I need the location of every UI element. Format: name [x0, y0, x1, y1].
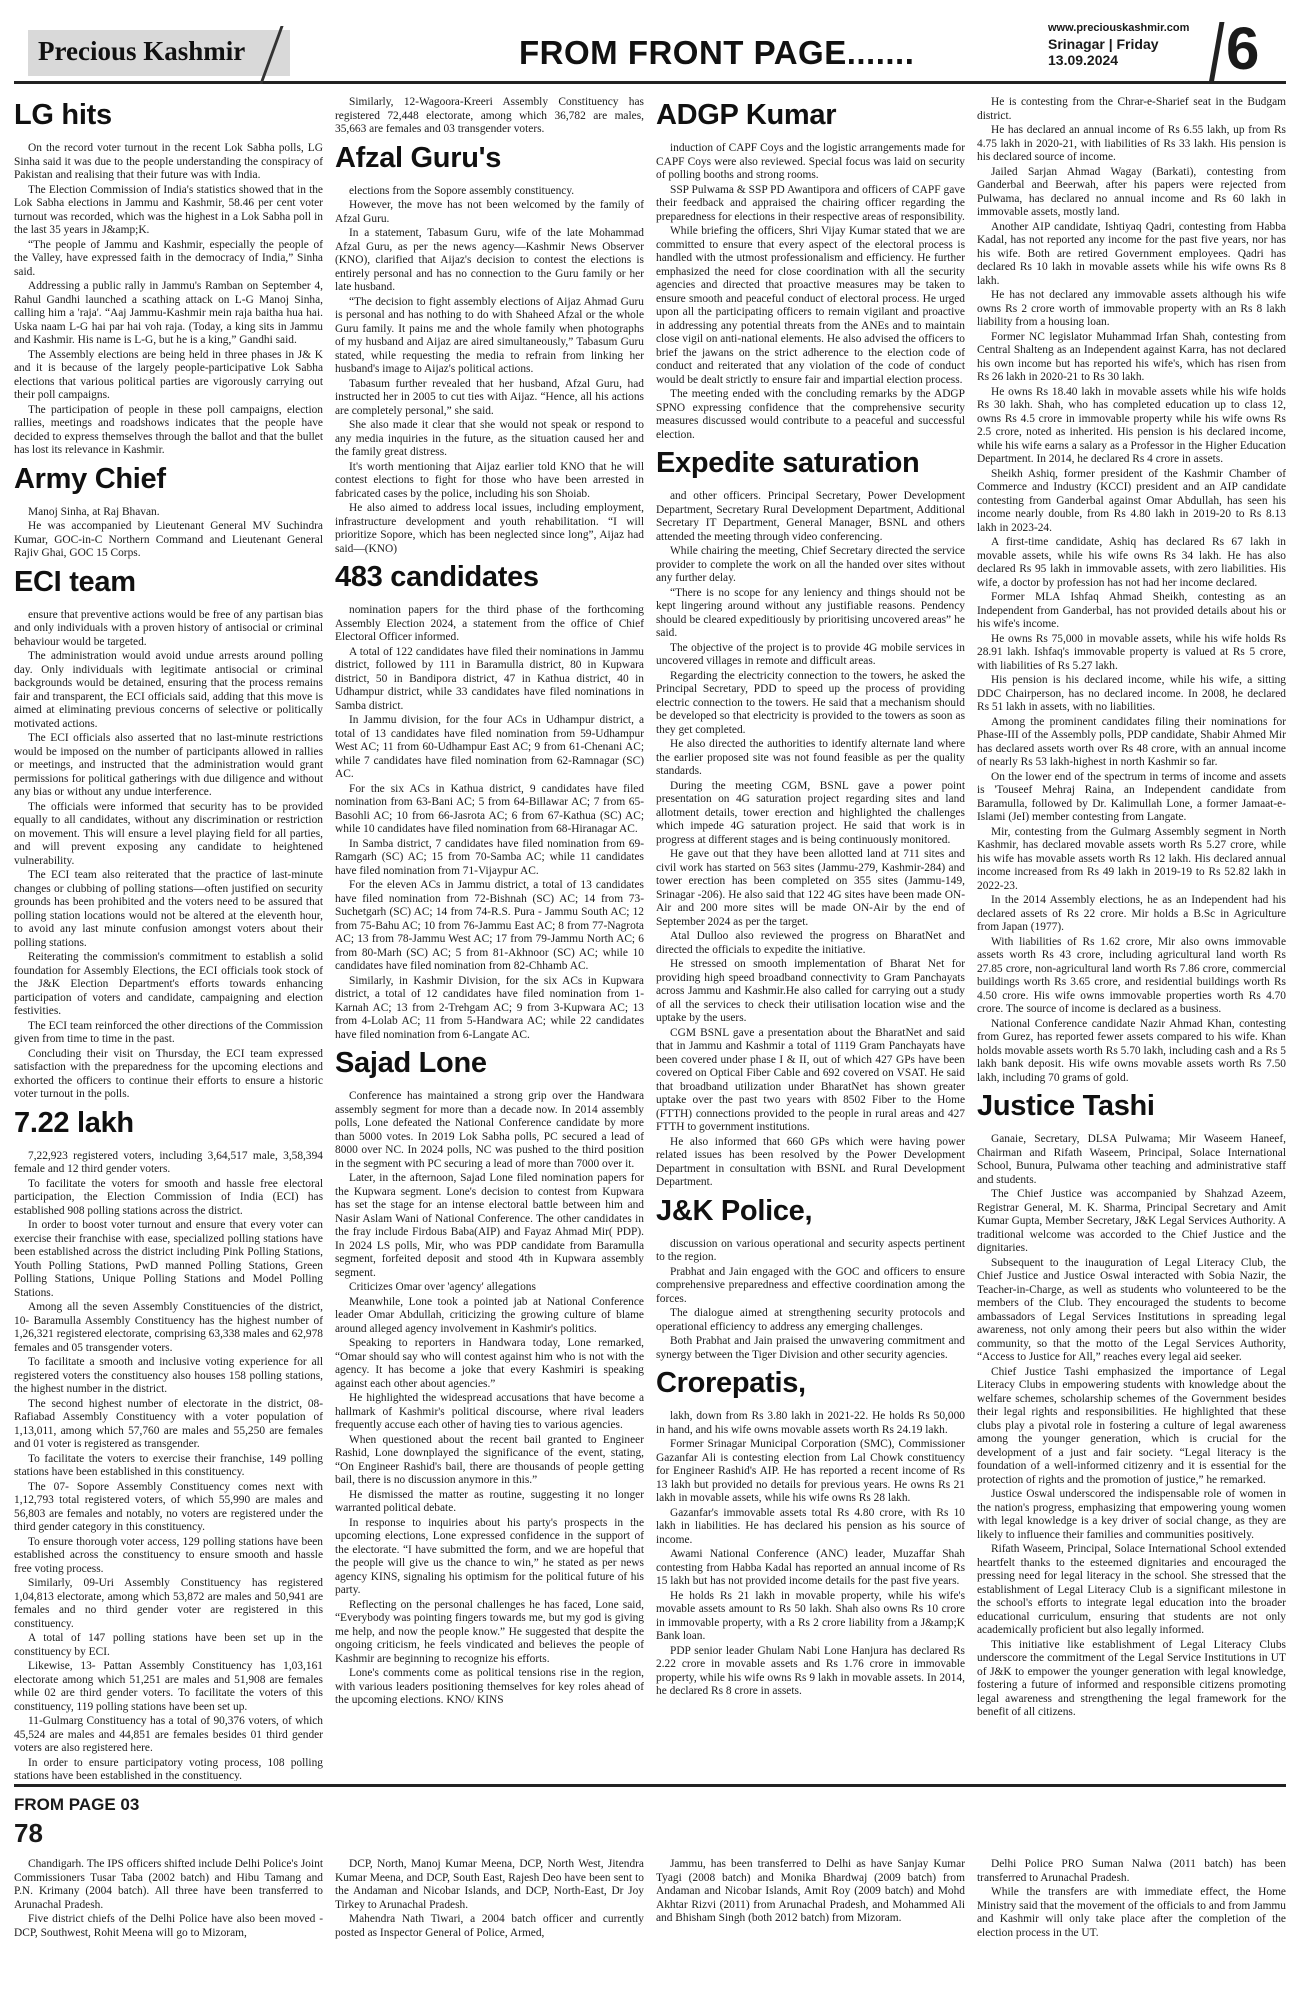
paragraph: When questioned about the recent bail granted to Engineer Rashid, Lone downplayed the significance of the event, stating, “On Engineer Rashid's bail, there are thousands of people getting bail, there is no discussion anymore in this.” [335, 1433, 644, 1486]
paragraph: Speaking to reporters in Handwara today, Lone remarked, “Omar should say who will contest against him who is not with the agency. It has become a joke that every Kashmiri is speaking against each other about agencies.” [335, 1337, 644, 1390]
paragraph: Tabasum further revealed that her husband, Afzal Guru, had instructed her in 2005 to cut ties with Aijaz. “Hence, all his actions are completely personal,” she said. [335, 377, 644, 417]
headline-78: 78 [14, 1818, 43, 1848]
paragraph: Jammu, has been transferred to Delhi as have Sanjay Kumar Tyagi (2008 batch) and Monika Bhardwaj (2009 batch) from Andaman and Nicobar Islands, Amit Roy (2009 batch) and Mohd Akhtar Rizvi (2011) from Arunachal Pradesh, and Mohammed Ali and Bhisham Singh (both 2012 batch) from Mizoram. [656, 1858, 965, 1924]
paragraph: Chief Justice Tashi emphasized the importance of Legal Literacy Clubs in empowering students with knowledge about the welfare schemes, scholarship schemes of the Government besides their legal rights and responsibilities. He highlighted that these clubs play a pivotal role in fostering a culture of legal awareness among the younger generation, which is crucial for the development of a just and fair society. “Legal literacy is the foundation of a well-informed citizenry and it is essential for the protection of rights and the promotion of justice,” he remarked. [977, 1365, 1286, 1486]
article-body [14, 142, 323, 458]
paragraph: Former Srinagar Municipal Corporation (SMC), Commissioner Gazanfar Ali is contesting election from Lal Chowk constituency for Engineer Rashid's AIP. He has reported a recent income of Rs 13 lakh but provided no details for previous years. He owns Rs 21 lakh in movable assets, while his wife owns Rs 28 lakh. [656, 1438, 965, 1504]
paragraph: Former NC legislator Muhammad Irfan Shah, contesting from Central Shalteng as an Independent against Karra, has not declared his own income but has reported his wife's, which has risen from Rs 26 lakh in 2020-21 to Rs 30 lakh. [977, 330, 1286, 383]
article-body [14, 1150, 323, 1782]
paragraph: He owns Rs 75,000 in movable assets, while his wife holds Rs 28.91 lakh. Ishfaq's immovable property is valued at Rs 5 crore, with liabilities of Rs 5.27 lakh. [977, 632, 1286, 672]
paragraph: In Samba district, 7 candidates have filed nomination from 69-Ramgarh (SC) AC; 15 from 70-Samba AC; while 11 candidates have filed nomination from 71-Vijaypur AC. [335, 837, 644, 877]
paragraph: Meanwhile, Lone took a pointed jab at National Conference leader Omar Abdullah, criticizing the growing culture of blame around alleged agency involvement in Kashmir's politics. [335, 1295, 644, 1335]
continued-column-4 [977, 1858, 1286, 1998]
article-body [656, 142, 965, 442]
paragraph: Prabhat and Jain engaged with the GOC and officers to ensure comprehensive preparedness and effective coordination among the forces. [656, 1265, 965, 1305]
site-url: www.preciouskashmir.com [1048, 22, 1190, 34]
paragraph: discussion on various operational and security aspects pertinent to the region. [656, 1237, 965, 1263]
paragraph: elections from the Sopore assembly constituency. [349, 184, 575, 197]
issue-date: 13.09.2024 [1048, 52, 1119, 68]
paragraph: PDP senior leader Ghulam Nabi Lone Hanjura has declared Rs 2.22 crore in movable assets and Rs 1.76 crore in immovable property, while his wife owns Rs 9 lakh in movable assets. In 2014, he declared Rs 8 crore in assets. [656, 1644, 965, 1697]
paragraph: Reiterating the commission's commitment to establish a solid foundation for Assembly Elections, the ECI officials took stock of the J&K Election Department's efforts towards enhancing participation of voters and candidate, campaigning and election festivities. [14, 951, 323, 1017]
paragraph: Jailed Sarjan Ahmad Wagay (Barkati), contesting from Ganderbal and Beerwah, after his papers were rejected from Pulwama, has declared no annual income and Rs 60 lakh in immovable assets, mostly land. [977, 165, 1286, 218]
paragraph: Five district chiefs of the Delhi Police have also been moved - DCP, Southwest, Rohit Meena will go to Mizoram, [14, 1913, 323, 1939]
paragraph: He holds Rs 21 lakh in movable property, while his wife's movable assets amount to Rs 50 lakh. Shah also owns Rs 10 crore in immovable property, with a Rs 2 crore liability from a J&amp;K Bank loan. [656, 1589, 965, 1642]
paragraph: During the meeting CGM, BSNL gave a power point presentation on 4G saturation project regarding sites and land allotment details, tower erection and highlighted the challenges which impede 4G saturation project. He said that work is in progress at different stages and is being continuously monitored. [656, 779, 965, 846]
paragraph: The Assembly elections are being held in three phases in J& K and it is because of the largely people-participative Lok Sabha elections that various political parties are vigorously carrying out their poll campaigns. [14, 348, 323, 401]
paragraph: “The decision to fight assembly elections of Aijaz Ahmad Guru is personal and has nothing to do with Shaheed Afzal or the whole Guru family. It pains me and the whole family when photographs of my husband and Aijaz are aired simultaneously,” Tabasum Guru stated, while requesting the media to refrain from linking her husband's image to Aijaz's political actions. [335, 295, 644, 375]
paragraph: induction of CAPF Coys and the logistic arrangements made for CAPF Coys were also reviewed. Special focus was laid on security of polling booths and strong rooms. [656, 142, 965, 181]
continued-columns [14, 1858, 1286, 1998]
article-body [335, 185, 644, 557]
brand-name: Precious Kashmir [38, 36, 246, 66]
headline-sajad-lone: Sajad Lone [335, 1047, 487, 1079]
paragraph: A total of 122 candidates have filed their nominations in Jammu district, followed by 111 in Baramulla district, 80 in Kupwara district, 50 in Bandipora district, 47 in Kathua district, 40 in Udhampur district, while 33 candidates have filed nominations in Samba district. [335, 645, 644, 712]
paragraph: He is contesting from the Chrar-e-Sharief seat in the Budgam district. [977, 96, 1286, 122]
paragraph: On the record voter turnout in the recent Lok Sabha polls, LG Sinha said it was due to the people understanding the conspiracy of Pakistan and realising that their future was with India. [14, 142, 323, 181]
paragraph: He was accompanied by Lieutenant General MV Suchindra Kumar, GOC-in-C Northern Command and Lieutenant General Rajiv Ghai, GOC 15 Corps. [14, 520, 323, 559]
paragraph: To facilitate the voters to exercise their franchise, 149 polling stations have been established in this constituency. [14, 1452, 323, 1478]
paragraph: To ensure thorough voter access, 129 polling stations have been established across the constituency to ensure smooth and hassle free voting process. [14, 1535, 323, 1575]
continued-column-1 [14, 1858, 323, 1998]
paragraph: The ECI team also reiterated that the practice of last-minute changes or clubbing of polling stations—often justified on security grounds has been prohibited and the voters need to be assured that polling station locations would not be altered at the eleventh hour, to avoid any last minute confusion amongst voters about their polling stations. [14, 869, 323, 949]
paragraph: Similarly, in Kashmir Division, for the six ACs in Kupwara district, a total of 12 candidates have filed nomination from 1-Karnah AC; 13 from 2-Trehgam AC; 9 from 3-Kupwara AC; 13 from 4-Lolab AC; 11 from 5-Handwara AC; while 22 candidates have filed nomination from 6-Langate AC. [335, 974, 644, 1041]
paragraph: Regarding the electricity connection to the towers, he asked the Principal Secretary, PDD to speed up the process of providing electric connection to the towers. He said that a mechanism should be developed so that electricity is provided to the towers as soon as they get completed. [656, 669, 965, 736]
paragraph: While the transfers are with immediate effect, the Home Ministry said that the movement of the officials to and from Jammu and Kashmir will only take place after the completion of the election process in the UT. [977, 1886, 1286, 1939]
article-body [14, 506, 323, 561]
continued-section-label: FROM PAGE 03 [14, 1795, 140, 1814]
paragraph: The participation of people in these poll campaigns, election rallies, meetings and roadshows indicates that the people have decided to express themselves through the ballot and that the bullet has lost its relevance in Kashmir. [14, 403, 323, 456]
paragraph: However, the move has not been welcomed by the family of Afzal Guru. [335, 199, 644, 225]
paragraph: The officials were informed that security has to be provided equally to all candidates, without any discrimination or restriction on movement. This will ensure a level playing field for all parties, and will prevent exposing any candidate to heightened vulnerability. [14, 800, 323, 867]
paragraph: ensure that preventive actions would be free of any partisan bias and only individuals with a proven history of antisocial or criminal behaviour would be targeted. [14, 608, 323, 648]
page-number-divider [1209, 22, 1225, 84]
headline-483-candidates: 483 candidates [335, 561, 539, 593]
paragraph: He owns Rs 18.40 lakh in movable assets while his wife holds Rs 30 lakh. Shah, who has completed education up to class 12, owns Rs 4.5 crore in immovable property while his wife owns Rs 2.5 crore, noted as inherited. His pension is his declared income, while his wife earns a salary as a Professor in the Higher Education Department. In 2014, he declared Rs 4 crore in assets. [977, 385, 1286, 465]
paragraph: Chandigarh. The IPS officers shifted include Delhi Police's Joint Commissioners Tusar Taba (2002 batch) and Hibu Tamang and P.N. Krimany (2004 batch). All three have been transferred to Arunachal Pradesh. [14, 1858, 323, 1911]
paragraph: Rifath Waseem, Principal, Solace International School extended heartfelt thanks to the esteemed dignitaries and encouraged the pressing need for legal literacy in the school. She stressed that the establishment of Legal Literacy Club is a significant milestone in the school's efforts to integrate legal education into the broader educational curriculum, ensuring that students are not only academically proficient but also legally informed. [977, 1543, 1286, 1636]
paragraph: Mir, contesting from the Gulmarg Assembly segment in North Kashmir, has declared movable assets worth Rs 5.27 crore, while his wife has movable assets worth Rs 12 lakh. His declared annual income increased from Rs 49 lakh in 2019-19 to Rs 52.82 lakh in 2022-23. [977, 825, 1286, 892]
paragraph: A total of 147 polling stations have been set up in the constituency by ECI. [14, 1632, 323, 1658]
paragraph: The 07- Sopore Assembly Constituency comes next with 1,12,793 total registered voters, of which 55,990 are males and 56,803 are females and notably, no voters are registered under the third gender category in this constituency. [14, 1480, 323, 1533]
headline-adgp-kumar: ADGP Kumar [656, 99, 837, 131]
paragraph: This initiative like establishment of Legal Literacy Clubs underscore the commitment of the Legal Service Institutions in UT of J&K to empower the younger generation with legal knowledge, fostering a future of informed and responsible citizens promoting legal awareness and strengthening the legal framework for the benefit of all citizens. [977, 1638, 1286, 1718]
paragraph: The second highest number of electorate in the district, 08- Rafiabad Assembly Constituency with a voter population of 1,13,011, among which 57,760 are males and 55,250 are females and 01 voter is registered as transgender. [14, 1397, 323, 1450]
paragraph: Ganaie, Secretary, DLSA Pulwama; Mir Waseem Haneef, Chairman and Rifath Waseem, Principal, Solace International School, Bunura, Pulwama other teaching and administrative staff and students. [977, 1133, 1286, 1186]
dateline [1048, 36, 1159, 68]
article-body [656, 1410, 965, 1699]
article-columns [14, 96, 1286, 1781]
paragraph: A first-time candidate, Ashiq has declared Rs 67 lakh in movable assets, while his wife owns Rs 34 lakh. He has also declared Rs 95 lakh in immovable assets, with zero liabilities. His wife, a doctor by profession has not had her income declared. [977, 536, 1286, 589]
paragraph: The ECI team reinforced the other directions of the Commission given from time to time in the past. [14, 1019, 323, 1045]
masthead [14, 0, 1286, 84]
paragraph: 11-Gulmarg Constituency has a total of 90,376 voters, of which 45,524 are males and 44,851 are females besides 01 third gender voters are also registered here. [14, 1715, 323, 1754]
column-3 [656, 96, 965, 1781]
paragraph: DCP, North, Manoj Kumar Meena, DCP, North West, Jitendra Kumar Meena, and DCP, South East, Rajesh Deo have been sent to the Andaman and Nicobar Islands, and DCP, North-East, Dr Joy Tirkey to Arunachal Pradesh. [335, 1858, 644, 1911]
paragraph: For the six ACs in Kathua district, 9 candidates have filed nomination from 63-Bani AC; 5 from 64-Billawar AC; 7 from 65-Basohli AC; 10 from 66-Jasrota AC; 6 from 67-Kathua (SC) AC; while 10 candidates have filed nomination from 68-Hiranagar AC. [335, 782, 644, 835]
article-body [335, 1090, 644, 1708]
paragraph: and other officers. Principal Secretary, Power Development Department, Secretary Rural Development Department, Additional Secretary IT Department, General Manager, BSNL and others attended the meeting through video conferencing. [656, 490, 965, 543]
headline-army-chief: Army Chief [14, 462, 166, 495]
paragraph: Criticizes Omar over 'agency' allegations [349, 1281, 536, 1293]
paragraph: It's worth mentioning that Aijaz earlier told KNO that he will contest elections to fight for those who have been arrested in fabricated cases by the police, including his son Shoiab. [335, 460, 644, 500]
paragraph: The ECI officials also asserted that no last-minute restrictions would be imposed on the number of participants allowed in rallies or meetings, and instructed that the administration would grant permissions for political gatherings with due diligence and without any bias or without any undue interference. [14, 732, 323, 798]
paragraph: Likewise, 13- Pattan Assembly Constituency has 1,03,161 electorate among which 51,251 are males and 51,908 are females while 02 are third gender voters. To facilitate the voters of this constituency, 119 polling stations have been set up. [14, 1660, 323, 1713]
paragraph: Lone's comments come as political tensions rise in the region, with various leaders positioning themselves for key roles ahead of the upcoming elections. KNO/ KINS [335, 1667, 644, 1706]
paragraph: To facilitate the voters for smooth and hassle free electoral participation, the Election Commission of India (ECI) has established 908 polling stations across the district. [14, 1177, 323, 1217]
headline-lg-hits: LG hits [14, 99, 112, 131]
paragraph: In response to inquiries about his party's prospects in the upcoming elections, Lone expressed confidence in the support of the electorate. “I have submitted the form, and we are hopeful that the people will give us the chance to win,” he stated as per news agency KINS, signaling his optimism for the political future of his party. [335, 1516, 644, 1596]
article-body [656, 1238, 965, 1363]
headline-jk-police: J&K Police, [656, 1194, 813, 1227]
location-day: Srinagar | Friday [1048, 36, 1159, 52]
paragraph: The Chief Justice was accompanied by Shahzad Azeem, Registrar General, M. K. Sharma, Principal Secretary and Amit Kumar Gupta, Member Secretary, J&K Legal Services Authority. A traditional welcome was accorded to the Chief Justice and the dignitaries. [977, 1188, 1286, 1254]
headline-expedite-saturation: Expedite saturation [656, 447, 920, 479]
paragraph: nomination papers for the third phase of the forthcoming Assembly Election 2024, a statement from the office of Chief Electoral Officer informed. [335, 604, 644, 643]
section-divider [14, 1784, 1286, 1787]
article-body [977, 96, 1286, 1085]
paragraph: He stressed on smooth implementation of Bharat Net for providing high speed broadband connectivity to Gram Panchayats across Jammu and Kashmir.He also called for carrying out a study of all the services to check their utilisation location wise and the uptake by the users. [656, 958, 965, 1024]
paragraph: SSP Pulwama & SSP PD Awantipora and officers of CAPF gave their feedback and appraised the chairing officer regarding the preparedness for elections in their respective areas of responsibility. [656, 183, 965, 223]
paragraph: He gave out that they have been allotted land at 711 sites and civil work has started on 563 sites (Jammu-279, Kashmir-284) and tower erection has been completed on 355 sites (Jammu-149, Srinagar -206). He also said that 122 4G sites have been made ON-Air and 200 more sites will be made ON-Air by the end of September 2024 as per the target. [656, 848, 965, 928]
continued-column-2 [335, 1858, 644, 1998]
column-4 [977, 96, 1286, 1781]
paragraph: Another AIP candidate, Ishtiyaq Qadri, contesting from Habba Kadal, has not reported any income for the past five years, nor has his wife. Both are retired Government employees. Qadri has declared Rs 10 lakh in movable assets while his wife owns Rs 8 lakh. [977, 220, 1286, 287]
headline-7-22-lakh: 7.22 lakh [14, 1106, 134, 1139]
paragraph: Later, in the afternoon, Sajad Lone filed nomination papers for the Kupwara segment. Lone's decision to contest from Kupwara has set the stage for an intense electoral battle between him and Nasir Aslam Wani of National Conference. The other candidates in the fray include Firdous Baba(AIP) and Fayaz Ahmad Mir( PDP). In 2024 LS polls, Mir, who was PDP candidate from Baramulla segment, forfeited deposit and stood 4th in Kupwara assembly segment. [335, 1172, 644, 1279]
paragraph: His pension is his declared income, while his wife, a sitting DDC Chairperson, has no declared income. In 2008, he declared Rs 51 lakh in assets, with no liabilities. [977, 674, 1286, 713]
paragraph: In Jammu division, for the four ACs in Udhampur district, a total of 13 candidates have filed nomination from 59-Udhampur West AC; 11 from 60-Udhampur East AC; 9 from 61-Chenani AC; while 7 candidates have filed nomination from 62-Ramnagar (SC) AC. [335, 714, 644, 780]
paragraph: He also directed the authorities to identify alternate land where the earlier proposed site was not found feasible as per the quality standards. [656, 738, 965, 777]
headline-afzal-guru: Afzal Guru's [335, 141, 502, 174]
paragraph: Justice Oswal underscored the indispensable role of women in the nation's progress, emphasizing that empowering young women with legal knowledge is a key driver of social change, as they are likely to influence their families and communities positively. [977, 1488, 1286, 1541]
paragraph: He has declared an annual income of Rs 6.55 lakh, up from Rs 4.75 lakh in 2020-21, with liabilities of Rs 33 lakh. His pension is his declared source of income. [977, 124, 1286, 163]
paragraph: He also aimed to address local issues, including employment, infrastructure development and youth rehabilitation. “I will prioritize Sopore, which has been neglected since long”, Aijaz had said—(KNO) [335, 502, 644, 555]
article-body [977, 1133, 1286, 1720]
paragraph: lakh, down from Rs 3.80 lakh in 2021-22. He holds Rs 50,000 in hand, and his wife owns movable assets worth Rs 24.19 lakh. [656, 1410, 965, 1436]
paragraph: To facilitate a smooth and inclusive voting experience for all registered voters the constituency also houses 158 polling stations, the highest number in the district. [14, 1356, 323, 1395]
paragraph: While briefing the officers, Shri Vijay Kumar stated that we are committed to ensure that every aspect of the electoral process is handled with the utmost professionalism and efficiency. He further emphasized the need for close coordination with all the security agencies and directed that proactive measures may be taken to ensure smooth and peaceful conduct of electoral process. He urged upon all the participating officers to remain vigilant and proactive in addressing any potential threats from the ANEs and to maintain close vigil on anti-national elements. He also advised the officers to brief the jawans on the strict adherence to the election code of conduct and reiterated that any violation of the code of conduct would be dealt strictly to ensure fair and impartial election process. [656, 225, 965, 386]
paragraph: “There is no scope for any leniency and things should not be kept lingering around without any justifiable reasons. Pendency should be cleared expeditiously by prioritising uncovered areas” he said. [656, 586, 965, 639]
paragraph: “The people of Jammu and Kashmir, especially the people of the Valley, have expressed faith in the democracy of India,” Sinha said. [14, 238, 323, 278]
paragraph: She also made it clear that she would not speak or respond to any media inquiries in the future, as the situation caused her and the family great distress. [335, 419, 644, 458]
paragraph: Addressing a public rally in Jammu's Ramban on September 4, Rahul Gandhi launched a scathing attack on L-G Manoj Sinha, calling him a 'raja'. “Aaj Jammu-Kashmir mein raja baitha hua hai. Uska naam L-G hai par hai voh raja. (Today, a king sits in Jammu and Kashmir. His name is L-G, but he is a king,” Gandhi said. [14, 280, 323, 346]
paragraph: In order to ensure participatory voting process, 108 polling stations have been established in the constituency. [14, 1756, 323, 1781]
paragraph: Delhi Police PRO Suman Nalwa (2011 batch) has been transferred to Arunachal Pradesh. [977, 1858, 1286, 1884]
column-1 [14, 96, 323, 1781]
paragraph: Both Prabhat and Jain praised the unwavering commitment and synergy between the Tiger Division and other security agencies. [656, 1335, 965, 1361]
paragraph: Mahendra Nath Tiwari, a 2004 batch officer and currently posted as Inspector General of Police, Armed, [335, 1913, 644, 1939]
paragraph: He also informed that 660 GPs which were having power related issues has been resolved by the Power Development Department in consultation with BSNL and Rural Development Department. [656, 1135, 965, 1188]
paragraph: Among all the seven Assembly Constituencies of the district, 10- Baramulla Assembly Constituency has the highest number of 1,26,321 registered electorate, comprising 63,338 males and 62,978 females and 05 transgender voters. [14, 1301, 323, 1354]
paragraph: For the eleven ACs in Jammu district, a total of 13 candidates have filed nomination from 72-Bishnah (SC) AC; 14 from 73-Suchetgarh (SC) AC; 14 from 74-R.S. Pura - Jammu South AC; 12 from 75-Bahu AC; 10 from 76-Jammu East AC; 8 from 77-Nagrota AC; 13 from 78-Jammu West AC; 17 from 79-Jammu North AC; 6 from 80-Marh (SC) AC; 5 from 81-Akhnoor (SC) AC; while 10 candidates have filed nomination from 82-Chhamb AC. [335, 879, 644, 972]
paragraph: Awami National Conference (ANC) leader, Muzaffar Shah contesting from Habba Kadal has reported an annual income of Rs 15 lakh but has not provided income details for the past five years. [656, 1548, 965, 1587]
paragraph: Similarly, 12-Wagoora-Kreeri Assembly Constituency has registered 72,448 electorate, among which 36,782 are males, 35,663 are females and 03 transgender voters. [335, 96, 644, 135]
paragraph: He has not declared any immovable assets although his wife owns Rs 2 crore worth of immovable property with an Rs 8 lakh liability from a housing loan. [977, 289, 1286, 328]
paragraph: The administration would avoid undue arrests around polling day. Only individuals with legitimate antisocial or criminal backgrounds would be detained, ensuring that the process remains fair and transparent, the ECI officials said, adding that this move is aimed at eliminating previous concerns of selective or politically motivated actions. [14, 650, 323, 730]
page-number: 6 [1226, 15, 1260, 82]
paragraph: National Conference candidate Nazir Ahmad Khan, contesting from Gurez, has reported fewer assets compared to his wife. Khan holds movable assets worth Rs 5.70 lakh, including cash and a Rs 5 lakh bank deposit. His wife owns movable assets worth Rs 7.50 lakh, including 70 grams of gold. [977, 1017, 1286, 1084]
paragraph: Subsequent to the inauguration of Legal Literacy Club, the Chief Justice and Justice Oswal interacted with Sobia Nazir, the Teacher-in-Charge, as well as students who volunteered to be the members of the Club. They encouraged the students to become ambassadors of Legal Services Institutions in spreading legal awareness, not only among their peers but also within the wider community, so that the motto of the Legal Services Authority, “Access to Justice for All,” reaches every legal aid seeker. [977, 1256, 1286, 1363]
article-body [335, 604, 644, 1042]
paragraph: On the lower end of the spectrum in terms of income and assets is 'Touseef Mehraj Raina, an Independent candidate from Baramulla, followed by Dr. Kalimullah Lone, a former Jamaat-e-Islami (JeI) member contesting from Langate. [977, 770, 1286, 823]
paragraph: In order to boost voter turnout and ensure that every voter can exercise their franchise with ease, specialized polling stations have been established across the district including Pink Polling Stations, Youth Polling Stations, PwD manned Polling Stations, Green Polling Stations, Unique Polling Stations and Model Polling Stations. [14, 1219, 323, 1299]
article-body [335, 96, 644, 137]
paragraph: Concluding their visit on Thursday, the ECI team expressed satisfaction with the preparedness for the upcoming elections and exhorted the officers to continue their efforts to ensure a historic voter turnout in the polls. [14, 1047, 323, 1100]
column-2 [335, 96, 644, 1781]
headline-crorepatis: Crorepatis, [656, 1367, 806, 1399]
paragraph: CGM BSNL gave a presentation about the BharatNet and said that in Jammu and Kashmir a total of 1119 Gram Panchayats have been covered under phase I & II, out of which 427 GPs have been covered on Optical Fiber Cable and 692 covered on VSAT. He said that broadband utilization under BharatNet has shown greater uptake over the past two years with 8502 Fiber to the Home (FTTH) connections provided to the people in rural areas and 427 FTTH to government institutions. [656, 1026, 965, 1133]
paragraph: 7,22,923 registered voters, including 3,64,517 male, 3,58,394 female and 12 third gender voters. [14, 1149, 323, 1175]
article-body [14, 609, 323, 1102]
paragraph: In the 2014 Assembly elections, he as an Independent had his declared assets of Rs 22 crore. Mir holds a B.Sc in Agriculture from Japan (1977). [977, 894, 1286, 933]
brand-box [28, 30, 290, 76]
headline-eci-team: ECI team [14, 565, 136, 598]
paragraph: He dismissed the matter as routine, suggesting it no longer warranted political debate. [335, 1488, 644, 1514]
paragraph: Atal Dulloo also reviewed the progress on BharatNet and directed the officials to expedite the initiative. [656, 930, 965, 956]
paragraph: Reflecting on the personal challenges he has faced, Lone said, “Everybody was pointing fingers towards me, but my god is giving me help, and now the people know.” He suggested that despite the ongoing criticism, he feels vindicated and believes the people of Kashmir are beginning to recognize his efforts. [335, 1598, 644, 1665]
paragraph: In a statement, Tabasum Guru, wife of the late Mohammad Afzal Guru, as per the news agency—Kashmir News Observer (KNO), clarified that Aijaz's decision to contest the elections is entirely personal and has no connection to the Guru family or her late husband. [335, 227, 644, 293]
paragraph: He highlighted the widespread accusations that have become a hallmark of Kashmir's political discourse, where rival leaders frequently accuse each other of having ties to various agencies. [335, 1392, 644, 1431]
paragraph: The Election Commission of India's statistics showed that in the Lok Sabha elections in Jammu and Kashmir, 58.46 per cent voter turnout was recorded, which was the highest in a Lok Sabha poll in the last 35 years in J&amp;K. [14, 183, 323, 236]
continued-column-3 [656, 1858, 965, 1998]
paragraph: With liabilities of Rs 1.62 crore, Mir also owns immovable assets worth Rs 43 crore, including agricultural land worth Rs 27.85 crore, non-agricultural land worth Rs 7.86 crore, commercial buildings worth Rs 3.65 crore, and residential buildings worth Rs 4.50 crore. His wife owns immovable properties worth Rs 4.70 crore. The source of income is declared as a business. [977, 935, 1286, 1015]
paragraph: The dialogue aimed at strengthening security protocols and operational efficiency to address any emerging challenges. [656, 1307, 965, 1333]
paragraph: Similarly, 09-Uri Assembly Constituency has registered 1,04,813 electorate, among which 53,872 are males and 50,941 are females and no third gender voter are registered in this constituency. [14, 1577, 323, 1630]
article-body [656, 490, 965, 1190]
paragraph: The meeting ended with the concluding remarks by the ADGP SPNO expressing confidence that the comprehensive security measures discussed would contribute to a peaceful and successful election. [656, 388, 965, 441]
paragraph: The objective of the project is to provide 4G mobile services in uncovered villages in remote and difficult areas. [656, 641, 965, 667]
paragraph: Conference has maintained a strong grip over the Handwara assembly segment for more than a decade now. In 2014 assembly polls, Lone defeated the National Conference candidate by more than 5000 votes. In 2019 Lok Sabha polls, PC secured a lead of 8000 over NC. In 2024 polls, NC was pushed to the third position in the segment with PC securing a lead of more than 7000 over it. [335, 1090, 644, 1170]
paragraph: Former MLA Ishfaq Ahmad Sheikh, contesting as an Independent from Ganderbal, has not provided details about his or his wife's income. [977, 591, 1286, 630]
section-title: FROM FRONT PAGE....... [519, 34, 915, 71]
paragraph: Manoj Sinha, at Raj Bhavan. [28, 505, 160, 518]
paragraph: While chairing the meeting, Chief Secretary directed the service provider to complete the work on all the handed over sites without any further delay. [656, 545, 965, 584]
paragraph: Among the prominent candidates filing their nominations for Phase-III of the Assembly polls, PDP candidate, Shabir Ahmed Mir has declared assets worth over Rs 48 crore, with an annual income of nearly Rs 53 lakh-highest in north Kashmir so far. [977, 715, 1286, 768]
headline-justice-tashi: Justice Tashi [977, 1090, 1155, 1122]
paragraph: Gazanfar's immovable assets total Rs 4.80 crore, with Rs 10 lakh in liabilities. He has declared his pension as his source of income. [656, 1506, 965, 1546]
paragraph: Sheikh Ashiq, former president of the Kashmir Chamber of Commerce and Industry (KCCI) president and an AIP candidate contesting from Ganderbal against Omar Abdullah, has seen his income nearly double, from Rs 4.80 lakh in 2019-20 to Rs 8.13 lakh in 2023-24. [977, 467, 1286, 534]
